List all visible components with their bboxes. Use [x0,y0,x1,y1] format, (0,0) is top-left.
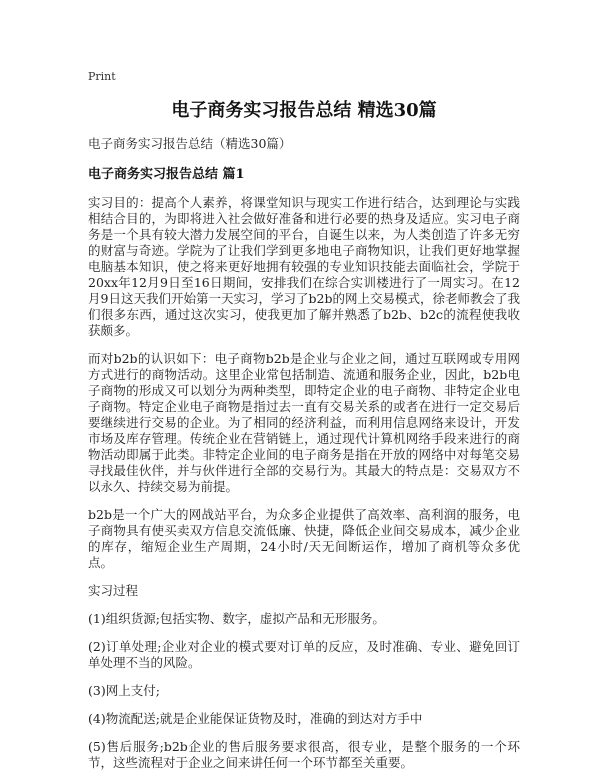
page-title: 电子商务实习报告总结 精选30篇 [171,100,437,121]
paragraph-process-step-4: (4)物流配送;就是企业能保证货物及时，准确的到达对方手中 [88,711,423,726]
paragraph-process-heading: 实习过程 [88,583,139,598]
section-heading: 电子商务实习报告总结 篇1 [88,167,245,182]
paragraph-purpose: 实习目的：提高个人素养，将课堂知识与现实工作进行结合，达到理论与实践相结合目的，为即将进入社会做好准备和进行必要的热身及适应。实习电子商务是一个具有较大潜力发展空间的平台，自诞生以来，为人类创造了许多无穷的财富与奇迹。学院为了让我们学到更多地电子商物知识，让我们更好地掌握电脑基本知识，使之将来更好地拥有较强的专业知识技能去面临社会，学院于20xx年12月9日至16日期间，安排我们在综合实训楼进行了一周实习。在12月9日这天我们开始第一天实习，学习了b2b的网上交易模式，徐老师教会了我们很多东西，通过这次实习，使我更加了解并熟悉了b2b、b2c的流程使我收获颇多。 [88,195,520,338]
paragraph-process-step-1: (1)组织货源;包括实物、数字，虚拟产品和无形服务。 [88,611,385,626]
paragraph-process-step-2: (2)订单处理;企业对企业的模式要对订单的反应，及时准确、专业、避免回订单处理不当的风险。 [88,639,520,670]
print-link[interactable]: Print [88,70,116,83]
paragraph-b2b-definition: 而对b2b的认识如下：电子商物b2b是企业与企业之间，通过互联网或专用网方式进行的商物活动。这里企业常包括制造、流通和服务企业，因此，b2b电子商物的形成又可以划分为两种类型，即特定企业的电子商物、非特定企业电子商物。特定企业电子商物是指过去一直有交易关系的或者在进行一定交易后要继续进行交易的企业。为了相同的经济利益，而利用信息网络来设计，开发市场及库存管理。传统企业在营销链上，通过现代计算机网络手段来进行的商物活动即属于此类。非特定企业间的电子商务是指在开放的网络中对每笔交易寻找最佳伙伴，并与伙伴进行全部的交易行为。其最大的特点是：交易双方不以永久、持续交易为前提。 [88,351,520,494]
paragraph-process-step-3: (3)网上支付; [88,683,160,698]
document-page [88,60,520,783]
paragraph-b2b-platform: b2b是一个广大的网战站平台，为众多企业提供了高效率、高利润的服务，电子商物具有使买卖双方信息交流低廉、快捷，降低企业间交易成本，减少企业的库存，缩短企业生产周期，24小时/天无间断运作，增加了商机等众多优点。 [88,507,520,570]
paragraph-process-step-5: (5)售后服务;b2b企业的售后服务要求很高，很专业，是整个服务的一个环节，这些流程对于企业之间来讲任何一个环节都至关重要。 [88,739,520,770]
document-subtitle: 电子商务实习报告总结（精选30篇） [88,136,292,151]
